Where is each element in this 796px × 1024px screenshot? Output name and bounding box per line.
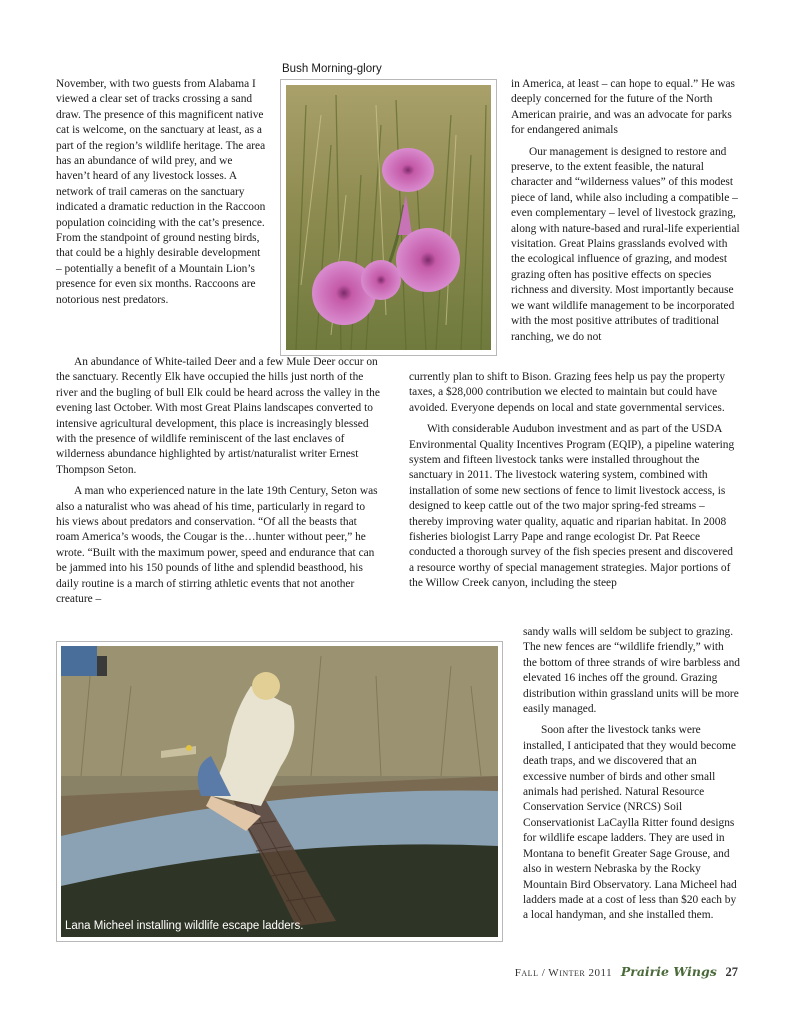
right-column-wide bbox=[409, 370, 740, 592]
paragraph: in America, at least – can hope to equal.” He was deeply concerned for the future of the North American prairie, and was an advocate for parks for endangered animals bbox=[511, 78, 735, 137]
paragraph: currently plan to shift to Bison. Grazing fees help us pay the property taxes, a $28,000 contribution we elected to maintain but could have avoided. Everyone depends on local and state governmental services. bbox=[409, 371, 726, 414]
right-column-bottom bbox=[523, 625, 740, 924]
footer-magazine-title: Prairie Wings bbox=[620, 964, 717, 979]
left-column-wide bbox=[56, 355, 380, 608]
escape-ladder-photo-frame bbox=[56, 641, 503, 942]
paragraph: Soon after the livestock tanks were installed, I anticipated that they would become death traps, and we discovered that an excessive number of birds and other small animals had perished. Natural Resource Conservation Service (NRCS) Soil Conservationist LaCaylla Ritter found designs for wildlife escape ladders. They are used in Montana to benefit Greater Sage Grouse, and also in western Nebraska by the Rocky Mountain Bird Observatory. Lana Micheel had ladders made at a cost of less than $20 each by a local handyman, and she installed them. bbox=[523, 724, 737, 922]
paragraph: An abundance of White-tailed Deer and a few Mule Deer occur on the sanctuary. Recently Elk have occupied the hills just north of the river and the bugling of bull Elk could be heard across the valley in the evening last October. With most Great Plains landscapes converted to intensive agricultural development, this place is increasingly blessed with the presence of wildlife reminiscent of the last enclaves of wilderness abundance highlighted by artist/naturalist writer Ernest Thompson Seton. bbox=[56, 356, 380, 476]
paragraph: sandy walls will seldom be subject to grazing. The new fences are “wildlife friendly,” with the bottom of three strands of wire barbless and elevated 16 inches off the ground. Grazing distribution within grassland units will be more easily managed. bbox=[523, 626, 740, 716]
paragraph: November, with two guests from Alabama I viewed a clear set of tracks crossing a sand draw. The presence of this magnificent native cat is welcome, on the sanctuary at least, as a part of the region’s wildlife heritage. The area has an abundance of wild prey, and we haven’t heard of any livestock losses. A network of trail cameras on the sanctuary indicated a dramatic reduction in the Raccoon population coinciding with the cat’s presence. From the standpoint of ground nesting birds, that could be a highly desirable development – potentially a benefit of a Mountain Lion’s presence for even six months. Raccoons are notorious nest predators. bbox=[56, 78, 266, 306]
photo-caption-escape-ladder: Lana Micheel installing wildlife escape ladders. bbox=[65, 920, 304, 932]
paragraph: With considerable Audubon investment and as part of the USDA Environmental Quality Incentives Program (EQIP), a pipeline watering system and fifteen livestock tanks were installed throughout the sanctuary in 2011. The livestock watering system, combined with installation of some new sections of fence to limit livestock access, is designed to keep cattle out of the two major spring-fed streams – thereby improving water quality, aquatic and riparian habitat. In 2008 fisheries biologist Larry Pape and range ecologist Dr. Pat Reece conducted a thorough survey of the fish species present and discovered a resource worthy of special management strategies. Major portions of the Willow Creek canyon, including the steep bbox=[409, 423, 735, 590]
escape-ladder-photo bbox=[61, 646, 498, 937]
page-footer bbox=[515, 964, 738, 980]
left-column-top bbox=[56, 77, 266, 308]
paragraph: Our management is designed to restore and preserve, to the extent feasible, the natural character and “wilderness values” of this modest piece of land, while also including a compatible – even complementary – level of livestock grazing, along with nature-based and rural-life experiential visitation. Great Plains grasslands evolved with the ecological influence of grazing, and modest grazing often has positive effects on species richness and diversity. Most importantly because we want wildlife management to be incorporated with the most positive attributes of traditional ranching, we do not bbox=[511, 145, 740, 343]
footer-page-number: 27 bbox=[725, 965, 738, 979]
photo-caption-morning-glory: Bush Morning-glory bbox=[282, 63, 382, 75]
morning-glory-photo bbox=[286, 85, 491, 350]
right-column-top bbox=[511, 77, 740, 345]
paragraph: A man who experienced nature in the late 19th Century, Seton was also a naturalist who was ahead of his time, particularly in regard to his views about predators and conservation. “Of all the beasts that roam America’s woods, the Cougar is the…hunter without peer,” he wrote. “Built with the maximum power, speed and endurance that can be jammed into his 150 pounds of lithe and splendid beasthood, his daily routine is a march of stirring athletic events that not another creature – bbox=[56, 485, 378, 606]
morning-glory-photo-frame bbox=[280, 79, 497, 356]
footer-season: Fall / Winter 2011 bbox=[514, 967, 613, 979]
